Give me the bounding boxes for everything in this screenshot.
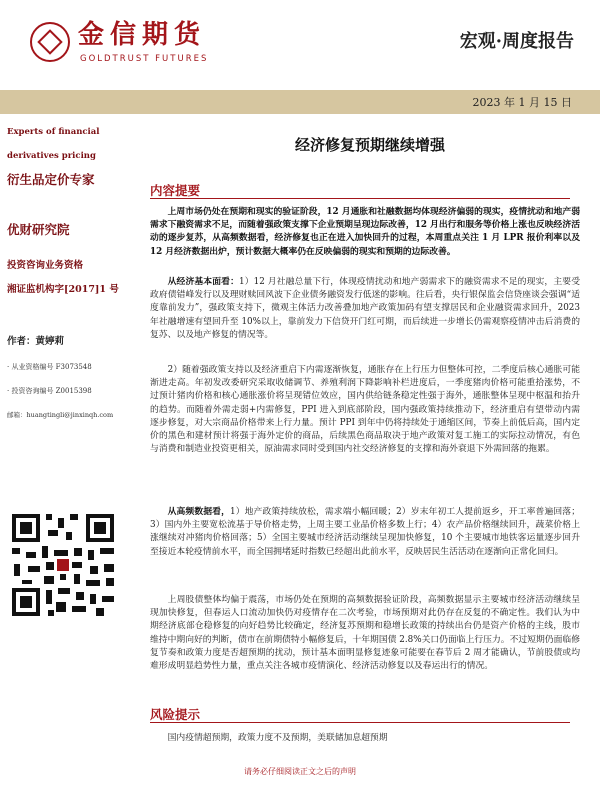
sidebar-license-number: 湘证监机构字[2017]1 号 bbox=[7, 284, 119, 295]
sidebar bbox=[0, 114, 135, 800]
sidebar-author: 作者：黄婷莉 bbox=[7, 336, 65, 347]
risk-text: 国内疫情超预期，政策力度不及预期，美联储加息超预期 bbox=[167, 733, 388, 743]
logo-english: GOLDTRUST FUTURES bbox=[80, 54, 209, 64]
paragraph-fundamentals-text: 1）12 月社融总量下行，体现疫情扰动和地产弱需求下的融资需求不足的现实，主要受政府债错峰发行以及理财赎回风波下企业债务融资发行低迷的影响。往后看，央行银保监会信贷座谈会强调“适度靠前发力”，强政策支持下，微观主体活力改善叠加地产政策加码有望支撑居民和企业融资需求回升，2023 年社融增速有望回升至 10%以上，靠前发力下信贷开门红可期，而后续进一步增长仍需观察疫情冲击后消费的复苏、以及地产修复的情况等。 bbox=[150, 277, 580, 340]
paragraph-high-frequency-lead: 从高频数据看， bbox=[167, 507, 231, 517]
report-title: 经济修复预期继续增强 bbox=[294, 136, 445, 154]
summary-paragraph: 上周市场仍处在预期和现实的验证阶段，12 月通胀和社融数据均体现经济偏弱的现实，疫情扰动和地产弱需求下融资需求不足，而随着强政策支撑下企业预期呈现边际改善，12 月出行和服务等价格上涨也反映经济活动的逐步复苏，从高频数据看，经济修复也正在进入加快回升的过程，本周重点关注 1 月 LPR 报价利率以及 12 月经济数据出炉，预计数据大概率仍在反映偏弱的现实和预期的边际改善。 bbox=[150, 207, 580, 257]
sidebar-institute: 优财研究院 bbox=[7, 222, 70, 237]
report-date: 2023 年 1 月 15 日 bbox=[472, 96, 572, 109]
sidebar-slogan: 衍生品定价专家 bbox=[7, 172, 95, 187]
paragraph-fundamentals-lead: 从经济基本面看： bbox=[167, 277, 239, 287]
summary-heading-text: 内容提要 bbox=[150, 183, 201, 198]
paragraph-inflation: 2）随着强政策支持以及经济重启下内需逐渐恢复，通胀存在上行压力但整体可控，二季度后核心通胀可能渐进走高。年初发改委研究采取收储调节、养殖利润下降影响补栏进度后，一季度猪肉价格可能重拾涨势，不过预计猪肉价格和核心通胀涨价将呈现错位效应，国内供给链条稳定性强于海外，通胀整体呈现中枢温和抬升的趋势。而随着外需走弱+内需修复，PPI 进入到底部阶段，国内强政策持续推动下，经济重启有望带动内需逐步修复，对大宗商品价格带来上行力量。预计 PPI 到年中仍将持续处于通缩区间，节奏上前低后高，国内定价的黑色和建材预计将强于海外定价的商品，后续黑色商品取决于地产政策对复工施工的实际拉动情况，有色与消费和制造业投资更相关，原油需求同时受到国内社交经济修复的支撑和海外衰退下外需回落的拖累。 bbox=[150, 365, 580, 455]
paragraph-markets: 上周股债整体均偏于震荡，市场仍处在预期的高频数据验证阶段，高频数据显示主要城市经济活动继续呈现加快修复，但春运人口流动加快仍对疫情存在二次考验，市场预期对此仍存在反复的不确定性。我们认为中期经济底部仓稳修复的向好趋势比较确定，经济复苏预期和稳增长政策的持续出台仍是资产价格的主线，股市维持中期向好的判断，债市在前期债特小幅修复后，十年期国债 2.8%关口仍面临上行压力。不过短期仍面临修复节奏和政策力度是否超预期的扰动，预计基本面明显修复迹象可能要在春节后 2 周才能确认，节前股债或均难形成明显趋势性力量，重点关注各城市疫情演化、经济活动修复以及春运出行的情况。 bbox=[150, 595, 580, 672]
report-type: 宏观·周度报告 bbox=[459, 31, 574, 52]
sidebar-consult-number: · 投资咨询编号 Z0015398 bbox=[7, 387, 92, 395]
logo-emblem-icon bbox=[30, 22, 70, 62]
sidebar-english-line1: Experts of financial bbox=[7, 127, 100, 137]
summary-heading bbox=[150, 180, 570, 199]
sidebar-english-line2: derivatives pricing bbox=[7, 151, 96, 161]
sidebar-email: 邮箱：huangtingli@jinxinqh.com bbox=[7, 411, 114, 419]
footer-disclaimer: 请务必仔细阅读正文之后的声明 bbox=[244, 767, 356, 776]
risk-heading-text: 风险提示 bbox=[150, 707, 201, 722]
sidebar-qualification-number: · 从业资格编号 F3073548 bbox=[7, 363, 92, 371]
logo-chinese: 金信期货 bbox=[78, 20, 207, 50]
paragraph-high-frequency-text: 1）地产政策持续放松，需求端小幅回暖；2）岁末年初工人提前返乡，开工率普遍回落；3）国内外主要宽松流基于导价格走势，上周主要工业品价格多数上行；4）农产品价格继续回升，蔬菜价格上涨继续对冲猪肉价格回落；5）全国主要城市经济活动继续呈现加快修复，10 个主要城市地铁客运量逐步回升至接近本轮疫情前水平，而全国拥堵延时指数已经超出此前水平，反映居民生活活动在逐渐向正常化回归。 bbox=[150, 507, 580, 557]
paragraph-fundamentals bbox=[150, 276, 580, 342]
paragraph-high-frequency bbox=[150, 506, 580, 559]
sidebar-license: 投资咨询业务资格 bbox=[7, 260, 84, 271]
risk-heading bbox=[150, 704, 570, 723]
qr-code-icon bbox=[8, 510, 118, 620]
